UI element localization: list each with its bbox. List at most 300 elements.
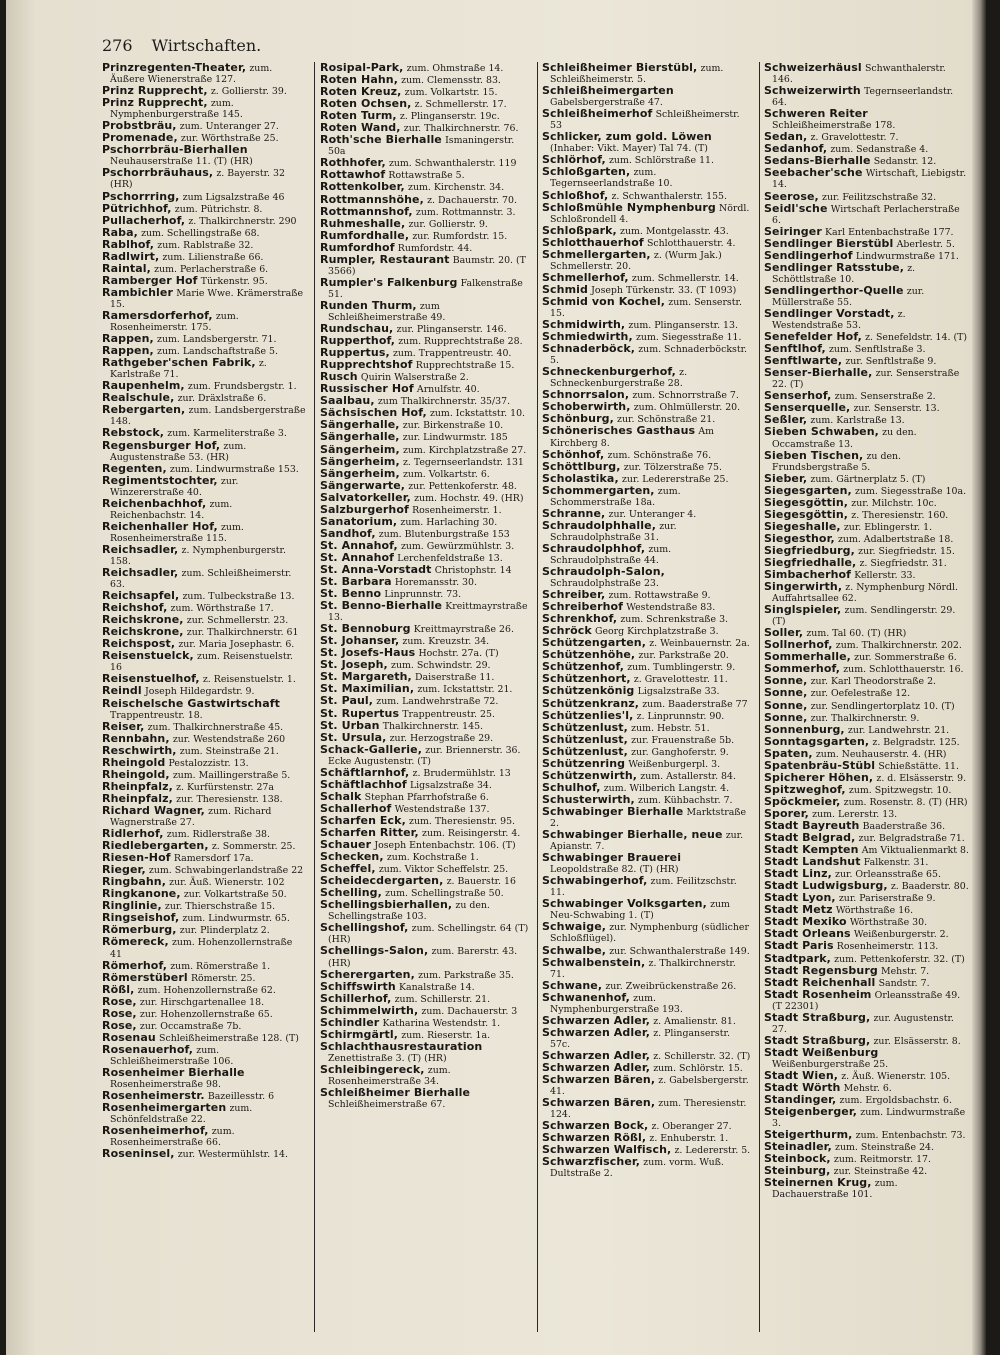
directory-entry bbox=[102, 498, 307, 521]
entry-address: Schraudolphstraße 23. bbox=[550, 578, 659, 590]
directory-entry bbox=[764, 308, 969, 331]
entry-address: zum. Schlörstr. 15. bbox=[653, 1062, 743, 1074]
entry-address: zum. Schrenkstraße 3. bbox=[620, 614, 729, 626]
entry-name: St. Paul, bbox=[320, 694, 374, 708]
entry-address: Christophstr. 14 bbox=[434, 564, 512, 576]
entry-address: Joseph Türkenstr. 33. (T 1093) bbox=[591, 284, 737, 296]
entry-address: z. (Wurm Jak.) Schmellerstr. 20. bbox=[550, 249, 722, 272]
entry-name: Schauer bbox=[320, 838, 372, 852]
entry-address: z. Amalienstr. 81. bbox=[653, 1015, 736, 1027]
entry-address: zum. Sendlingerstr. 29. (T) bbox=[772, 605, 956, 628]
entry-name: Schellingsbierhallen, bbox=[320, 898, 453, 912]
entry-name: Pütrichhof, bbox=[102, 201, 172, 215]
entry-name: Schellings-Salon, bbox=[320, 944, 429, 958]
directory-entry bbox=[320, 600, 530, 623]
entry-name: Probstbräu, bbox=[102, 119, 177, 133]
entry-name: Schneckenburgerhof, bbox=[542, 365, 676, 379]
directory-column-3 bbox=[542, 62, 752, 1332]
directory-entry bbox=[320, 254, 530, 277]
entry-name: Stadt Ludwigsburg, bbox=[764, 879, 888, 893]
directory-entry bbox=[102, 1067, 307, 1090]
entry-address: Schleißheimerstraße 128. (T) bbox=[159, 1032, 299, 1044]
entry-address: Mehstr. 7. bbox=[881, 965, 930, 977]
directory-entry bbox=[764, 285, 969, 308]
entry-name: Schimmelwirth, bbox=[320, 1003, 419, 1017]
entry-address: zur. Landwehrstr. 21. bbox=[847, 724, 950, 736]
entry-name: Scholastika, bbox=[542, 471, 619, 485]
entry-name: Spaten, bbox=[764, 746, 813, 760]
entry-address: Trappentreustr. 18. bbox=[110, 709, 203, 721]
directory-entry bbox=[764, 581, 969, 604]
directory-entry bbox=[764, 604, 969, 627]
entry-name: Regenten, bbox=[102, 461, 167, 475]
entry-name: Rosenheimerstr. bbox=[102, 1089, 205, 1103]
entry-address: zum. Lindwurmstr. 65. bbox=[182, 913, 290, 925]
entry-address: zum. Schmellerstr. 14. bbox=[631, 272, 739, 284]
directory-entry bbox=[542, 166, 752, 189]
directory-entry bbox=[764, 367, 969, 390]
entry-name: Rusch bbox=[320, 370, 358, 384]
entry-address: zum. Schlörstraße 11. bbox=[608, 155, 714, 167]
entry-address: z. d. Elsässerstr. 9. bbox=[876, 772, 967, 784]
entry-name: Prinzregenten-Theater, bbox=[102, 62, 247, 74]
entry-name: St. Joseph, bbox=[320, 658, 388, 672]
entry-name: Schützenkönig bbox=[542, 684, 635, 698]
entry-name: Sonntagsgarten, bbox=[764, 734, 870, 748]
entry-address: zum. Schleißheimerstraße 106. bbox=[110, 1044, 234, 1067]
entry-address: zum. Volkartstr. 15. bbox=[404, 87, 498, 99]
entry-address: Marie Wwe. Krämerstraße 15. bbox=[110, 287, 304, 310]
entry-address: zum. Pettenkoferstr. 32. (T) bbox=[834, 953, 965, 965]
directory-column-2 bbox=[320, 62, 530, 1332]
entry-address: Am Viktualienmarkt 8. bbox=[861, 845, 969, 857]
entry-address: zum Ligsalzstraße 46 bbox=[182, 191, 285, 203]
entry-name: Stadt Reichenhall bbox=[764, 975, 876, 989]
entry-address: zur. Volkartstraße 50. bbox=[183, 889, 287, 901]
directory-entry bbox=[102, 544, 307, 567]
entry-address: zum. Äußere Wienerstraße 127. bbox=[110, 63, 273, 86]
entry-name: Stadt Mexiko bbox=[764, 915, 847, 929]
entry-name: Schleißheimerhof bbox=[542, 107, 653, 121]
entry-name: Stadt Linz, bbox=[764, 867, 832, 881]
directory-entry bbox=[542, 566, 752, 589]
entry-address: Schleißheimerstraße 178. bbox=[772, 120, 896, 132]
entry-name: Pullacherhof, bbox=[102, 213, 186, 227]
entry-address: zum. Tegernseerlandstraße 10. bbox=[550, 167, 673, 190]
entry-address: z. Schöttlstraße 10. bbox=[772, 262, 916, 285]
entry-address: zu den. Schellingstraße 103. bbox=[328, 900, 490, 923]
entry-address: Falkenstr. 31. bbox=[863, 857, 929, 869]
directory-entry bbox=[102, 167, 307, 190]
entry-address: Georg Kirchplatzstraße 3. bbox=[594, 626, 719, 638]
directory-entry bbox=[542, 1074, 752, 1097]
entry-name: St. Benno-Bierhalle bbox=[320, 599, 443, 613]
entry-name: Roseninsel, bbox=[102, 1147, 175, 1161]
entry-address: Nördl. Schloßrondell 4. bbox=[550, 202, 750, 225]
entry-address: zum. Entenbachstr. 73. bbox=[855, 1130, 966, 1142]
entry-address: Sedanstr. 12. bbox=[873, 156, 937, 168]
entry-address: zum. Reitmorstr. 17. bbox=[833, 1154, 932, 1166]
entry-name: Scheffel, bbox=[320, 862, 376, 876]
entry-address: zur. Siegfriedstr. 15. bbox=[858, 545, 955, 557]
entry-name: Stadt Kempten bbox=[764, 843, 859, 857]
entry-address: (Inhaber: Vikt. Mayer) Tal 74. (T) bbox=[550, 143, 708, 155]
entry-name: Scheidecdergarten, bbox=[320, 874, 444, 888]
directory-entry bbox=[542, 296, 752, 319]
directory-entry bbox=[102, 1102, 307, 1125]
directory-entry bbox=[764, 108, 969, 131]
entry-address: zum. Dachauerstraße 101. bbox=[772, 1178, 898, 1201]
entry-address: zum. Kirchenstr. 34. bbox=[408, 182, 505, 194]
entry-address: zu den. Occamstraße 13. bbox=[772, 427, 917, 450]
directory-entry bbox=[542, 806, 752, 829]
entry-name: Stadt Orleans bbox=[764, 927, 851, 941]
entry-address: z. Baaderstr. 80. bbox=[890, 881, 969, 893]
entry-name: Schlotthauerhof bbox=[542, 235, 644, 249]
entry-name: Schmellerhof, bbox=[542, 270, 629, 284]
entry-name: Schleißheimergarten bbox=[542, 84, 674, 98]
entry-address: Rumfordstr. 44. bbox=[397, 242, 473, 254]
directory-entry bbox=[764, 1012, 969, 1035]
entry-name: Stadt Landshut bbox=[764, 855, 861, 869]
entry-address: Stephan Pfarrhofstraße 6. bbox=[364, 791, 489, 803]
entry-address: z. Gabelsbergerstr. 41. bbox=[550, 1075, 749, 1098]
directory-column-4 bbox=[764, 62, 969, 1332]
entry-name: Schwarzen Adler, bbox=[542, 1013, 651, 1027]
entry-name: Sängerhalle, bbox=[320, 418, 400, 432]
entry-address: Rottawstraße 5. bbox=[388, 170, 465, 182]
directory-entry bbox=[102, 1044, 307, 1067]
directory-entry bbox=[102, 475, 307, 498]
entry-name: Rablhof, bbox=[102, 237, 155, 251]
entry-name: Schützenwirth, bbox=[542, 768, 638, 782]
entry-name: Roten Turm, bbox=[320, 109, 397, 123]
entry-name: Sendlingerthor-Quelle bbox=[764, 283, 904, 297]
entry-name: Stadt Metz bbox=[764, 903, 833, 917]
entry-address: Daiserstraße 11. bbox=[415, 672, 495, 684]
directory-entry bbox=[542, 921, 752, 944]
entry-name: Rumfordhof bbox=[320, 240, 395, 254]
entry-address: z. Plinganserstr. 57c. bbox=[550, 1027, 730, 1050]
entry-name: Sängerhalle, bbox=[320, 430, 400, 444]
entry-name: Stadt Rosenheim bbox=[764, 987, 872, 1001]
entry-address: zum. Siegesstraße 11. bbox=[635, 332, 742, 344]
entry-address: Ligsalzstraße 33. bbox=[637, 686, 720, 698]
entry-address: z. Gollierstr. 39. bbox=[210, 86, 287, 98]
entry-address: zum. Schlotthauerstr. 16. bbox=[843, 664, 964, 676]
entry-name: Schleißheimer Bierstübl, bbox=[542, 62, 698, 74]
entry-address: z. Belgradstr. 125. bbox=[872, 736, 960, 748]
entry-address: zum. Reisenstuelstr. 16 bbox=[110, 651, 294, 674]
entry-address: zum. Adalbertstraße 18. bbox=[837, 533, 954, 545]
directory-entry bbox=[320, 744, 530, 767]
entry-address: Rupprechtstraße 15. bbox=[415, 360, 515, 372]
entry-address: z. Schwanthalerstr. 155. bbox=[611, 190, 728, 202]
entry-name: Rößl, bbox=[102, 982, 135, 996]
entry-address: zum. Ohlmüllerstr. 20. bbox=[633, 402, 741, 414]
entry-address: zum. Augustenstraße 53. (HR) bbox=[110, 440, 247, 463]
entry-address: zum. Clemensstr. 83. bbox=[401, 75, 501, 87]
entry-address: zum. Richard Wagnerstraße 27. bbox=[110, 805, 272, 828]
entry-name: Schusterwirth, bbox=[542, 792, 635, 806]
entry-address: Westendstraße 83. bbox=[626, 602, 716, 614]
entry-address: zum. Tumblingerstr. 9. bbox=[627, 662, 736, 674]
entry-name: Roten Ochsen, bbox=[320, 97, 412, 111]
entry-name: Radlwirt, bbox=[102, 249, 160, 263]
entry-address: zum. Lindwurmstraße 3. bbox=[772, 1107, 966, 1130]
entry-address: zum. Schleißheimerstr. 5. bbox=[550, 63, 724, 86]
entry-name: Schwabinger Bierhalle bbox=[542, 804, 684, 818]
entry-address: Kellerstr. 33. bbox=[854, 570, 916, 582]
entry-name: Rosipal-Park, bbox=[320, 62, 404, 74]
entry-address: Weißenburgerstraße 25. bbox=[772, 1058, 889, 1070]
entry-address: z. Siegfriedstr. 31. bbox=[859, 557, 947, 569]
entry-address: zur. Parkstraße 20. bbox=[638, 650, 729, 662]
entry-address: zur. Hirschgartenallee 18. bbox=[139, 996, 265, 1008]
entry-address: zur. Thierschstraße 15. bbox=[164, 901, 276, 913]
entry-name: Ringseishof, bbox=[102, 911, 180, 925]
entry-address: Tegernseerlandstr. 64. bbox=[772, 86, 954, 109]
entry-name: Schlörhof, bbox=[542, 153, 606, 167]
entry-address: zur. Orleansstraße 65. bbox=[835, 869, 941, 881]
entry-address: zum. Tulbeckstraße 13. bbox=[182, 591, 295, 603]
entry-address: zur. Herzogstraße 29. bbox=[389, 732, 494, 744]
entry-name: Siegesgöttin, bbox=[764, 495, 849, 509]
directory-entry bbox=[542, 992, 752, 1015]
entry-address: zum. Tal 60. (T) (HR) bbox=[806, 628, 907, 640]
entry-address: zur. Schönstraße 21. bbox=[617, 414, 716, 426]
entry-name: Salzburgerhof bbox=[320, 502, 409, 516]
entry-address: zum. Astallerstr. 84. bbox=[640, 770, 736, 782]
entry-name: Rose, bbox=[102, 1018, 137, 1032]
entry-name: Schönerisches Gasthaus bbox=[542, 424, 696, 438]
entry-name: Senserhof, bbox=[764, 389, 832, 403]
entry-address: zum. Theresienstr. 95. bbox=[409, 815, 516, 827]
entry-address: zum. Rottawstraße 9. bbox=[608, 590, 711, 602]
entry-name: Reichsapfel, bbox=[102, 589, 180, 603]
entry-name: Sonne, bbox=[764, 674, 808, 688]
entry-address: zum. Schwanthalerstr. 119 bbox=[388, 158, 517, 170]
directory-page bbox=[6, 0, 986, 1355]
entry-address: Türkenstr. 95. bbox=[200, 275, 268, 287]
column-divider bbox=[314, 62, 315, 1332]
entry-address: zum. Schillerstr. 21. bbox=[394, 993, 491, 1005]
directory-entry bbox=[764, 426, 969, 449]
entry-address: Schleißheimerstr. 53 bbox=[550, 109, 740, 132]
entry-address: Kanalstraße 14. bbox=[399, 981, 475, 993]
directory-entry bbox=[320, 1041, 530, 1064]
entry-address: z. Ledererstr. 5. bbox=[674, 1145, 751, 1157]
entry-name: Rundschau, bbox=[320, 322, 394, 336]
entry-name: Schloßhof, bbox=[542, 188, 609, 202]
entry-address: zum. Gärtnerplatz 5. (T) bbox=[810, 473, 926, 485]
entry-name: Schiffswirth bbox=[320, 979, 396, 993]
entry-name: Schlicker, zum gold. Löwen bbox=[542, 130, 712, 144]
entry-name: Schäftlachhof bbox=[320, 777, 407, 791]
entry-name: Stadt Lyon, bbox=[764, 891, 836, 905]
entry-address: Ramersdorf 17a. bbox=[173, 853, 254, 865]
directory-entry bbox=[102, 698, 307, 721]
entry-address: zum. Rosenheimerstraße 34. bbox=[328, 1064, 451, 1087]
entry-name: Schwabinger Bierhalle, neue bbox=[542, 828, 723, 842]
entry-name: Scharfen Ritter, bbox=[320, 826, 419, 839]
entry-name: Sängerheim, bbox=[320, 466, 400, 480]
entry-address: zum. Feilitzschstr. 11. bbox=[550, 876, 737, 899]
entry-name: Sedan, bbox=[764, 130, 808, 144]
entry-address: zum. Senserstraße 2. bbox=[834, 391, 936, 403]
entry-address: zur. Briennerstr. 36. Ecke Augustenstr. (T) bbox=[328, 744, 521, 767]
directory-entry bbox=[764, 203, 969, 226]
entry-name: Schrenkhof, bbox=[542, 612, 618, 626]
entry-address: zum. Wörthstraße 17. bbox=[170, 603, 274, 615]
entry-name: Schützengarten, bbox=[542, 636, 647, 650]
entry-name: Rambichler bbox=[102, 285, 174, 299]
entry-name: Rebergarten, bbox=[102, 403, 186, 417]
directory-entry bbox=[102, 404, 307, 427]
entry-name: Senftlhof, bbox=[764, 342, 826, 356]
entry-name: St. Bennoburg bbox=[320, 622, 411, 636]
entry-address: zum. Ickstattstr. 21. bbox=[417, 684, 513, 696]
entry-name: Reindl bbox=[102, 684, 142, 698]
entry-name: Saalbau, bbox=[320, 394, 375, 408]
entry-address: zum. vorm. Wuß. Dultstraße 2. bbox=[550, 1157, 724, 1180]
entry-name: Schwane, bbox=[542, 978, 603, 992]
entry-address: zum. Plinganserstr. 13. bbox=[628, 320, 738, 332]
entry-name: Sonne, bbox=[764, 698, 808, 712]
entry-name: Schützenlies'l, bbox=[542, 708, 634, 722]
entry-address: z. Thalkirchnerstr. 290 bbox=[188, 215, 297, 227]
entry-name: Schwarzen Bären, bbox=[542, 1096, 656, 1110]
entry-address: Marktstraße 2. bbox=[550, 806, 747, 829]
entry-name: Schröck bbox=[542, 624, 592, 638]
entry-name: Rottmannshof, bbox=[320, 204, 413, 218]
entry-name: Siegesgarten, bbox=[764, 483, 852, 497]
entry-address: zur. Belgradstraße 71. bbox=[858, 833, 965, 845]
entry-address: z. Plinganserstr. 19c. bbox=[399, 111, 500, 123]
entry-address: Katharina Westendstr. 1. bbox=[382, 1017, 501, 1029]
directory-entry bbox=[320, 134, 530, 157]
entry-name: Steigenberger, bbox=[764, 1105, 858, 1119]
entry-address: Wörthstraße 30. bbox=[849, 917, 928, 929]
entry-address: zur. Unteranger 4. bbox=[608, 508, 697, 520]
entry-address: zur. Hohenzollernstraße 65. bbox=[139, 1008, 273, 1020]
entry-address: z. Karlstraße 71. bbox=[110, 358, 267, 381]
entry-name: Sommerhalle, bbox=[764, 650, 851, 664]
entry-address: Rosenheimerstraße 98. bbox=[110, 1079, 221, 1091]
entry-name: Sächsischen Hof, bbox=[320, 406, 427, 420]
entry-address: z. Schneckenburgerstraße 28. bbox=[550, 367, 688, 390]
entry-name: Schützenhöhe, bbox=[542, 648, 636, 662]
entry-name: Schwarzen Bock, bbox=[542, 1119, 649, 1133]
entry-address: zum. Ickstattstr. 10. bbox=[429, 408, 526, 420]
entry-address: Aberlestr. 5. bbox=[896, 238, 955, 250]
entry-name: Regensburger Hof, bbox=[102, 438, 221, 452]
entry-address: Schlotthauerstr. 4. bbox=[646, 237, 736, 249]
entry-address: zum. Thalkirchnerstraße 45. bbox=[147, 721, 284, 733]
entry-name: Rothhofer, bbox=[320, 156, 386, 170]
entry-name: Sieben Tischen, bbox=[764, 448, 864, 462]
entry-address: zum. Rosenheimerstraße 66. bbox=[110, 1126, 235, 1149]
entry-name: St. Margareth, bbox=[320, 670, 412, 684]
entry-name: Schloßmühle Nymphenburg bbox=[542, 200, 716, 214]
entry-name: Schwarzen Adler, bbox=[542, 1025, 651, 1039]
entry-address: z. Bauerstr. 16 bbox=[446, 876, 516, 888]
entry-name: St. Josefs-Haus bbox=[320, 646, 416, 660]
entry-address: zum. Wilberich Langstr. 4. bbox=[603, 782, 730, 794]
entry-address: Joseph Entenbachstr. 106. (T) bbox=[374, 840, 516, 852]
entry-name: Römerburg, bbox=[102, 923, 177, 937]
entry-address: zum. Ohmstraße 14. bbox=[406, 63, 504, 74]
entry-name: Schommergarten, bbox=[542, 483, 655, 497]
entry-address: zum. Pütrichstr. 8. bbox=[174, 203, 263, 215]
entry-address: Zenettistraße 3. (T) (HR) bbox=[328, 1052, 447, 1064]
directory-entry bbox=[764, 85, 969, 108]
directory-entry bbox=[542, 366, 752, 389]
entry-name: Rheingold, bbox=[102, 767, 170, 781]
entry-name: Sängerheim, bbox=[320, 454, 400, 468]
entry-address: Falkenstraße 51. bbox=[328, 277, 523, 300]
entry-address: Baumstr. 20. (T 3566) bbox=[328, 254, 526, 277]
entry-name: Pschorrring, bbox=[102, 189, 180, 203]
entry-name: Rosenau bbox=[102, 1030, 156, 1044]
entry-address: Weißenburgerstr. 2. bbox=[853, 929, 949, 941]
entry-address: zum. Ergoldsbachstr. 6. bbox=[839, 1095, 952, 1107]
entry-name: Schützenhort, bbox=[542, 672, 631, 686]
entry-address: zum. Karlstraße 13. bbox=[810, 415, 905, 427]
entry-name: Rappen, bbox=[102, 344, 154, 358]
entry-address: zum. Rosenheimerstr. 175. bbox=[110, 310, 239, 334]
entry-address: zum. Schraudolphstraße 44. bbox=[550, 543, 672, 566]
entry-address: zum. Landsbergerstr. 71. bbox=[157, 334, 277, 346]
entry-address: zum. Schleißheimerstr. 63. bbox=[110, 568, 292, 591]
entry-name: Riedlebergarten, bbox=[102, 839, 209, 853]
entry-name: Rottmannshöhe, bbox=[320, 192, 424, 206]
entry-name: St. Annahof bbox=[320, 550, 395, 564]
directory-entry bbox=[542, 343, 752, 366]
directory-entry bbox=[102, 144, 307, 167]
entry-name: Schäftlarnhof, bbox=[320, 765, 410, 779]
entry-name: Roten Wand, bbox=[320, 121, 401, 135]
directory-entry bbox=[102, 310, 307, 333]
entry-name: Sonne, bbox=[764, 686, 808, 700]
entry-address: zum. Senserstr. 15. bbox=[550, 296, 742, 319]
entry-name: Senftlwarte, bbox=[764, 354, 843, 368]
directory-entry bbox=[764, 1177, 969, 1200]
entry-name: Spatenbräu-Stübl bbox=[764, 758, 876, 772]
entry-address: zum. Thalkirchnerstr. 202. bbox=[835, 640, 962, 652]
entry-address: zum. Siegesstraße 10a. bbox=[854, 485, 967, 497]
directory-entry bbox=[542, 131, 752, 154]
entry-address: zum. Rosenstr. 8. (T) (HR) bbox=[843, 796, 968, 808]
entry-name: St. Annahof, bbox=[320, 538, 398, 552]
column-divider bbox=[759, 62, 760, 1332]
entry-address: zur. Senserstr. 13. bbox=[853, 403, 940, 415]
entry-name: Schwarzen Adler, bbox=[542, 1048, 651, 1062]
page-edge-shadow bbox=[972, 0, 986, 1355]
entry-name: Schönhof, bbox=[542, 447, 605, 461]
entry-name: St. Benno bbox=[320, 587, 382, 601]
directory-entry bbox=[102, 357, 307, 380]
directory-columns bbox=[102, 62, 982, 1332]
entry-address: zur. Dräxlstraße 6. bbox=[177, 393, 267, 405]
entry-name: Steigerthurm, bbox=[764, 1128, 853, 1142]
entry-address: zum. Trappentreustr. 40. bbox=[392, 348, 512, 360]
entry-name: Salvatorkeller, bbox=[320, 490, 411, 504]
entry-address: zum. Nymphenburgerstraße 145. bbox=[110, 98, 243, 121]
directory-entry bbox=[320, 1087, 530, 1110]
directory-entry bbox=[102, 62, 307, 85]
directory-entry bbox=[542, 898, 752, 921]
